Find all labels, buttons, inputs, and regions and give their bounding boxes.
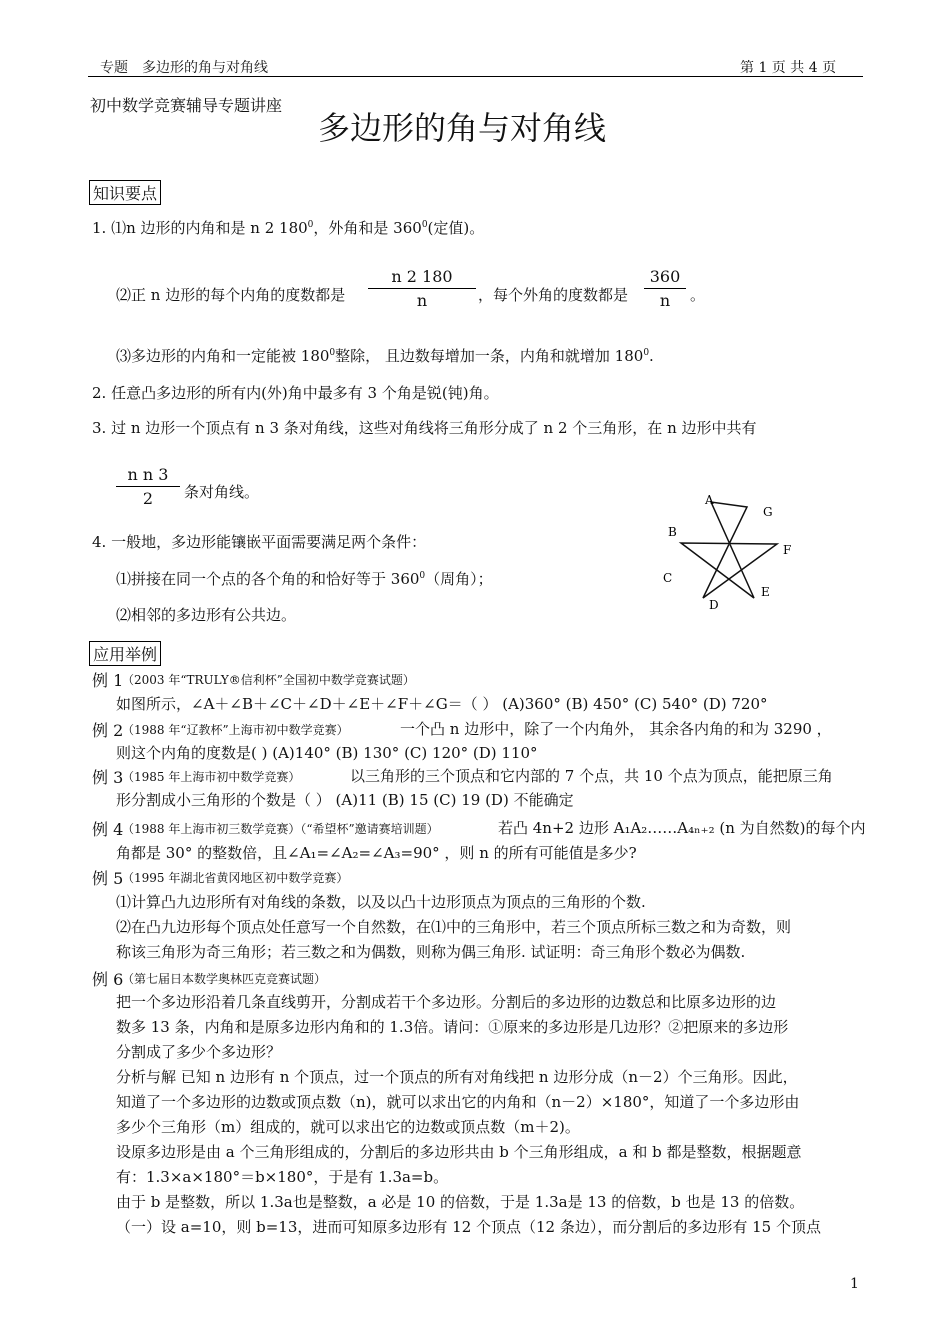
example-2-question-2: 则这个内角的度数是( ) (A)140° (B) 130° (C) 120° (D) 110° (116, 744, 538, 762)
example-1-source: （2003 年“TRULY®信利杯”全国初中数学竞赛试题） (122, 673, 415, 687)
vertex-label-c: C (663, 571, 673, 585)
section-heading-examples: 应用举例 (89, 641, 161, 666)
example-2-source: （1988 年“辽教杯”上海市初中数学竞赛） (122, 723, 349, 737)
series-title: 初中数学竞赛辅导专题讲座 (90, 96, 283, 115)
example-4-question-2: 角都是 30° 的整数倍，且∠A₁=∠A₂=∠A₃=90° ，则 n 的所有可能值是多少? (116, 844, 637, 862)
diagonal-count-fraction: n n 3 2 (116, 465, 180, 508)
vertex-label-b: B (668, 525, 677, 539)
example-6-line-9: （一）设 a=10，则 b=13，进而可知原多边形有 12 个顶点（12 条边），而分割后的多边形有 15 个顶点 (116, 1218, 821, 1236)
item-1b-prefix: ⑵正 n 边形的每个内角的度数都是 (116, 286, 346, 304)
item-3: 3. 过 n 边形一个顶点有 n 3 条对角线，这些对角线将三角形分成了 n 2 个三角形，在 n 边形中共有 (92, 419, 757, 437)
example-6-source: （第七届日本数学奥林匹克竞赛试题） (122, 972, 327, 986)
item-1c: ⑶多边形的内角和一定能被 $180^0$整除， 且边数每增加一条，内角和就增加 $180^0$. (116, 347, 654, 365)
example-6-line-3: 分析与解 已知 n 边形有 n 个顶点，过一个顶点的所有对角线把 n 边形分成（n－2）个三角形。因此， (116, 1068, 798, 1086)
example-5-question-1: ⑴计算凸九边形所有对角线的条数，以及以凸十边形顶点为顶点的三角形的个数. (116, 893, 646, 911)
item-4-condition-1: ⑴拼接在同一个点的各个角的和恰好等于 $360^0$（周角）； (116, 570, 493, 588)
example-6-line-7: 有：1.3×a×180°＝b×180°，于是有 1.3a=b。 (116, 1168, 449, 1186)
item-1b-mid: ，每个外角的度数都是 (478, 286, 629, 304)
example-6-line-6: 设原多边形是由 a 个三角形组成的，分割后的多边形共由 b 个三角形组成，a 和 b 都是整数，根据题意 (116, 1143, 802, 1161)
example-4-source: （1988 年上海市初三数学竞赛）（“希望杯”邀请赛培训题） (122, 822, 439, 836)
vertex-label-e: E (761, 585, 770, 599)
vertex-label-f: F (783, 543, 792, 557)
example-3-question-1: 以三角形的三个顶点和它内部的 7 个点，共 10 个点为顶点，能把原三角 (350, 767, 833, 785)
example-3-source: （1985 年上海市初中数学竞赛） (122, 770, 301, 784)
example-5-source: （1995 年湖北省黄冈地区初中数学竞赛） (122, 871, 349, 885)
example-5-question-2: ⑵在凸九边形每个顶点处任意写一个自然数，在⑴中的三角形中，若三个顶点所标三数之和为奇数，则 (116, 918, 792, 936)
example-5-tag: 例 5 (92, 869, 124, 888)
interior-angle-fraction: n 2 180 n (368, 267, 476, 310)
example-4-question-1: 若凸 4n+2 边形 A₁A₂……A₄ₙ₊₂ (n 为自然数)的每个内 (498, 819, 866, 837)
example-6-tag: 例 6 (92, 970, 124, 989)
item-4-condition-2: ⑵相邻的多边形有公共边。 (116, 606, 297, 624)
item-2: 2. 任意凸多边形的所有内(外)角中最多有 3 个角是锐(钝)角。 (92, 384, 499, 402)
item-1a: 1. ⑴n 边形的内角和是 n 2 $180^0$，外角和是 $360^0$(定值)。 (92, 219, 485, 237)
example-4-tag: 例 4 (92, 820, 124, 839)
item-1b-end: 。 (690, 286, 706, 304)
vertex-label-d: D (709, 598, 719, 612)
vertex-label-a: A (705, 493, 714, 507)
example-3-question-2: 形分割成小三角形的个数是（ ） (A)11 (B) 15 (C) 19 (D) 不能确定 (116, 791, 574, 809)
header-right: 第 1 页 共 4 页 (740, 60, 837, 76)
exterior-angle-fraction: 360 n (644, 267, 686, 310)
example-1-tag: 例 1 (92, 671, 124, 690)
example-6-line-8: 由于 b 是整数，所以 1.3a也是整数，a 必是 10 的倍数，于是 1.3a是 13 的倍数，b 也是 13 的倍数。 (116, 1193, 805, 1211)
header-left: 专题 多边形的角与对角线 (100, 60, 268, 76)
section-heading-key-points: 知识要点 (89, 180, 161, 205)
example-6-line-0: 把一个多边形沿着几条直线剪开，分割成若干个多边形。分割后的多边形的边数总和比原多边形的边 (116, 993, 777, 1011)
header-rule (88, 76, 863, 77)
star-heptagon-figure (655, 488, 805, 618)
page-title: 多边形的角与对角线 (318, 109, 607, 147)
item-3-tail: 条对角线。 (184, 483, 260, 501)
example-6-line-5: 多少个三角形（m）组成的，就可以求出它的边数或顶点数（m＋2)。 (116, 1118, 580, 1136)
example-1-question: 如图所示，∠A＋∠B＋∠C＋∠D＋∠E＋∠F＋∠G＝（ ） (A)360° (B) 450° (C) 540° (D) 720° (116, 695, 768, 713)
example-2-tag: 例 2 (92, 721, 124, 740)
page-number: 1 (850, 1276, 859, 1292)
example-6-line-4: 知道了一个多边形的边数或顶点数（n)，就可以求出它的内角和（n－2）×180°，知道了一个多边形由 (116, 1093, 800, 1111)
example-6-line-1: 数多 13 条，内角和是原多边形内角和的 1.3倍。请问：①原来的多边形是几边形？②把原来的多边形 (116, 1018, 789, 1036)
example-5-question-3: 称该三角形为奇三角形；若三数之和为偶数，则称为偶三角形. 试证明：奇三角形个数必为偶数. (116, 943, 746, 961)
vertex-label-g: G (763, 505, 773, 519)
example-6-line-2: 分割成了多少个多边形？ (116, 1043, 282, 1061)
item-4: 4. 一般地，多边形能镶嵌平面需要满足两个条件： (92, 533, 427, 551)
example-2-question-1: 一个凸 n 边形中，除了一个内角外， 其余各内角的和为 3290 ， (400, 720, 832, 738)
example-3-tag: 例 3 (92, 768, 124, 787)
